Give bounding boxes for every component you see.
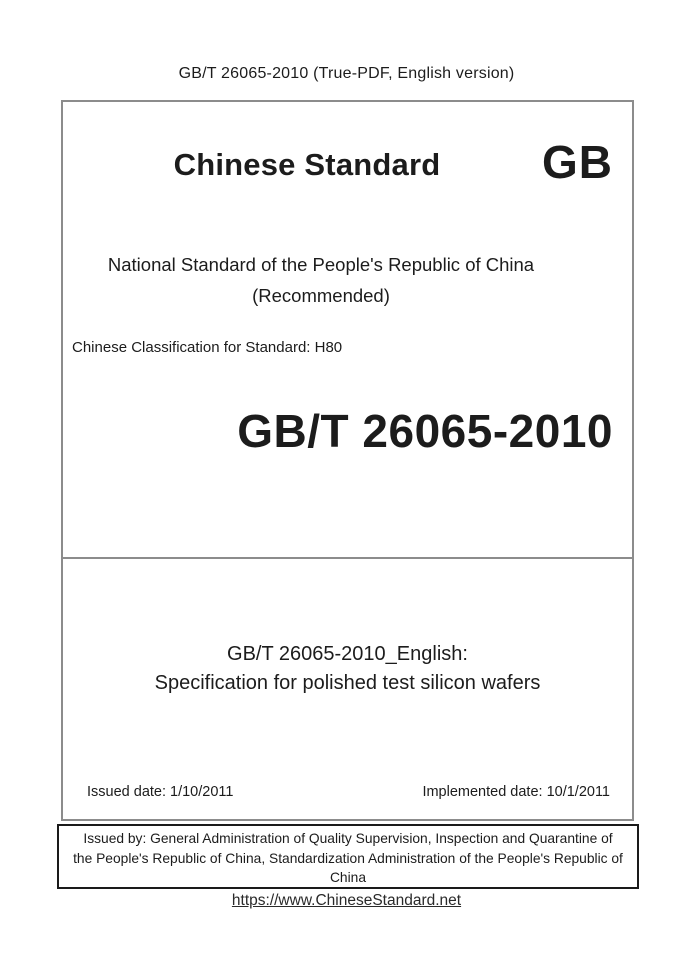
classification-label: Chinese Classification for Standard: H80 [72, 339, 343, 356]
section-divider [61, 557, 634, 559]
national-standard-subtitle [63, 249, 579, 311]
english-title-line-2: Specification for polished test silicon wafers [154, 672, 541, 694]
gb-logo: GB [542, 136, 613, 188]
dates-row [87, 784, 610, 801]
issuer-line-1: Issued by: General Administration of Quality Supervision, Inspection and Quarantine of [83, 831, 613, 846]
english-title-block [63, 640, 632, 698]
brand-title: Chinese Standard [173, 147, 441, 182]
footer-link-row [0, 892, 693, 910]
page-header-title: GB/T 26065-2010 (True-PDF, English version) [178, 65, 515, 82]
cover-box [61, 100, 634, 821]
standard-number: GB/T 26065-2010 [237, 405, 613, 457]
issuer-line-3: China [329, 870, 367, 885]
issuer-line-2: the People's Republic of China, Standardization Administration of the People's Republic of [73, 850, 623, 866]
issued-date: Issued date: 1/10/2011 [87, 784, 234, 800]
implemented-date: Implemented date: 10/1/2011 [422, 784, 610, 800]
english-title-line-1: GB/T 26065-2010_English: [227, 643, 468, 665]
subtitle-line-2: (Recommended) [252, 285, 390, 306]
footer-link[interactable]: https://www.ChineseStandard.net [231, 892, 462, 909]
subtitle-line-1: National Standard of the People's Republic of China [107, 254, 535, 275]
issuer-box [57, 824, 639, 889]
